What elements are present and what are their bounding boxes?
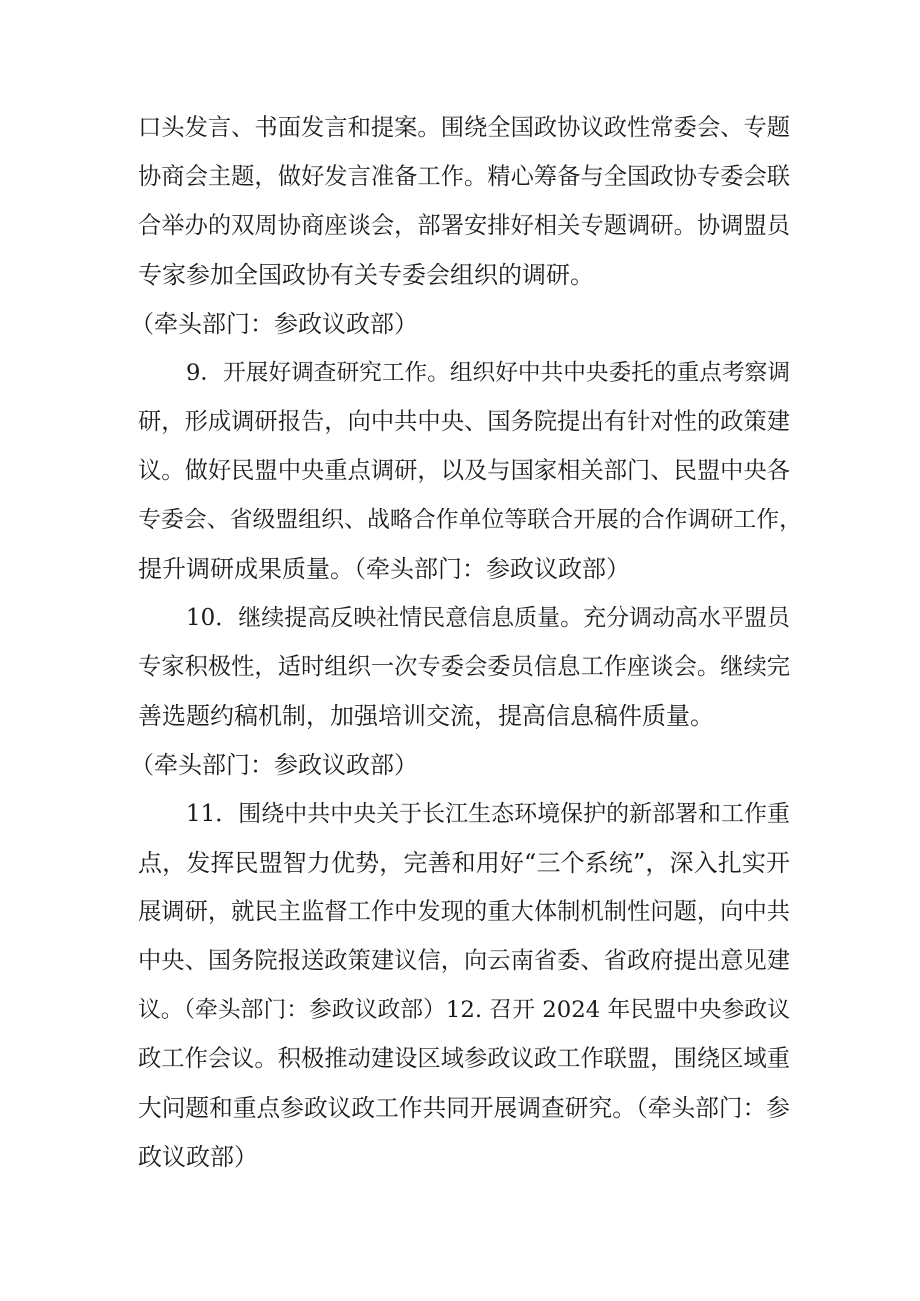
text-line: 10．继续提高反映社情民意信息质量。充分调动高水平盟员	[186, 605, 790, 631]
text-line: 政工作会议。积极推动建设区域参政议政工作联盟，围绕区域重	[138, 1045, 790, 1072]
text-line: 专家积极性，适时组织一次专委会委员信息工作座谈会。继续完	[138, 653, 790, 680]
text-line: 专家参加全国政协有关专委会组织的调研。	[138, 261, 594, 289]
text-line: 大问题和重点参政议政工作共同开展调查研究。（牵头部门：参	[138, 1094, 790, 1122]
text-line: 协商会主题，做好发言准备工作。精心筹备与全国政协专委会联	[138, 163, 790, 190]
text-line: 议。（牵头部门：参政议政部）12. 召开 2024 年民盟中央参政议	[138, 997, 790, 1023]
text-line: 善选题约稿机制，加强培训交流，提高信息稿件质量。	[138, 702, 714, 730]
text-line: 口头发言、书面发言和提案。围绕全国政协议政性常委会、专题	[138, 114, 790, 141]
text-line: 中央、国务院报送政策建议信，向云南省委、省政府提出意见建	[138, 947, 790, 974]
text-line: 议。做好民盟中央重点调研，以及与国家相关部门、民盟中央各	[138, 457, 790, 484]
text-line: 研，形成调研报告，向中共中央、国务院提出有针对性的政策建	[138, 408, 790, 435]
lead-department-note: （牵头部门：参政议政部）	[130, 310, 418, 338]
text-line: 合举办的双周协商座谈会，部署安排好相关专题调研。协调盟员	[138, 212, 790, 239]
lead-department-note: （牵头部门：参政议政部）	[130, 751, 418, 779]
text-line: 点，发挥民盟智力优势，完善和用好“三个系统”，深入扎实开	[138, 849, 790, 877]
text-line: 11．围绕中共中央关于长江生态环境保护的新部署和工作重	[186, 801, 790, 827]
text-line: 提升调研成果质量。（牵头部门：参政议政部）	[138, 555, 630, 583]
text-line: 专委会、省级盟组织、战略合作单位等联合开展的合作调研工作，	[138, 507, 802, 533]
text-line: 展调研，就民主监督工作中发现的重大体制机制性问题，向中共	[138, 898, 790, 925]
text-line: 政议政部）	[138, 1143, 258, 1171]
text-line: 9．开展好调查研究工作。组织好中共中央委托的重点考察调	[186, 360, 790, 386]
